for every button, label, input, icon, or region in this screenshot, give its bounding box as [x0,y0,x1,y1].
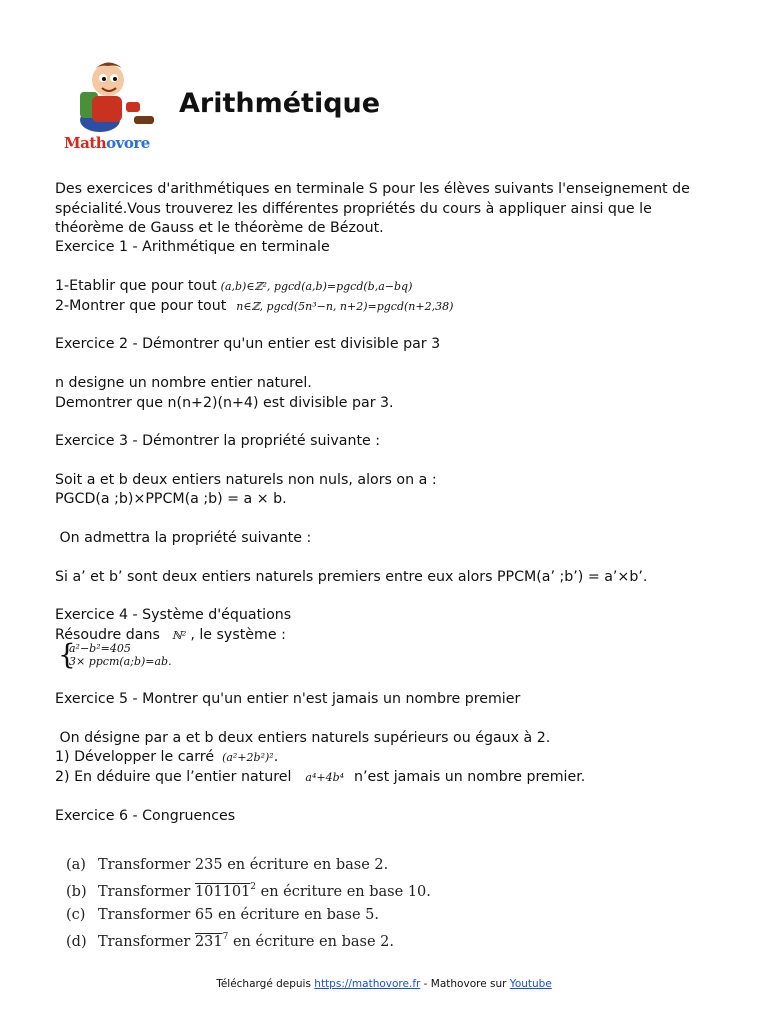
system-equation-1: a²−b²=405 [69,642,131,655]
exercise-1-heading: Exercice 1 - Arithmétique en terminale [55,239,330,255]
exercise-3-line-4: Si a’ et b’ sont deux entiers naturels premiers entre eux alors PPCM(a’ ;b’) = a’×b’. [55,569,648,585]
item-text: Transformer [98,934,195,950]
item-label: (c) [66,907,86,923]
mathovore-logo [62,56,162,160]
exercise-5-q2-text: 2) En déduire que l’entier naturel [55,769,292,785]
youtube-link[interactable]: Youtube [509,978,552,990]
footer-prefix: Téléchargé depuis [216,978,315,990]
question-2-formula: n∈ℤ, pgcd(5n³−n, n+2)=pgcd(n+2,38) [236,300,454,313]
exercise-3-line-1: Soit a et b deux entiers naturels non nuls, alors on a : [55,472,437,488]
exercise-4-text: Résoudre dans [55,627,160,643]
square-formula: (a²+2b²)² [222,751,274,764]
question-2-text: 2-Montrer que pour tout [55,298,227,314]
exercise-5-q1-end: . [273,749,279,765]
item-number: 231 [194,934,223,950]
brace-symbol: { [58,638,76,671]
item-base: 2 [250,882,257,892]
item-text: Transformer 235 en écriture en base 2. [98,857,389,873]
system-equation-2: 3× ppcm(a;b)=ab. [69,655,172,668]
item-text-end: en écriture en base 2. [228,934,394,950]
exercise-5-q1-text: 1) Développer le carré [55,749,215,765]
exercise-4-text-end: , le système : [190,627,286,643]
item-text-end: en écriture en base 10. [256,884,431,900]
exercise-4-heading: Exercice 4 - Système d'équations [55,607,292,623]
mascot-icon [62,56,162,136]
item-text: Transformer 65 en écriture en base 5. [98,907,379,923]
exercise-6-item-d [66,932,394,950]
exercise-6-heading: Exercice 6 - Congruences [55,808,236,824]
footer [0,978,768,990]
item-label: (a) [66,857,86,873]
exercise-5-line-2 [55,748,278,768]
exercise-1-question-1 [55,277,412,297]
item-label: (d) [66,934,87,950]
item-label: (b) [66,884,87,900]
exercise-1-question-2 [55,297,453,317]
exercise-2-line-2: Demontrer que n(n+2)(n+4) est divisible par 3. [55,395,394,411]
exercise-2-heading: Exercice 2 - Démontrer qu'un entier est divisible par 3 [55,336,441,352]
exercise-3-line-2: PGCD(a ;b)×PPCM(a ;b) = a × b. [55,491,287,507]
exercise-6-item-b [66,882,431,900]
exercise-6-item-a [66,857,388,873]
page-title: Arithmétique [179,88,381,119]
exercise-5-heading: Exercice 5 - Montrer qu'un entier n'est jamais un nombre premier [55,691,521,707]
item-text: Transformer [98,884,195,900]
item-base: 7 [222,932,229,942]
intro-line-2: spécialité.Vous trouverez les différentes propriétés du cours à appliquer ainsi que le [55,201,652,217]
exercise-5-line-3 [55,768,585,788]
exercise-3-line-3: On admettra la propriété suivante : [55,530,312,546]
exercise-3-heading: Exercice 3 - Démontrer la propriété suivante : [55,433,381,449]
sum-formula: a⁴+4b⁴ [305,771,345,784]
exercise-5-q2-end: n’est jamais un nombre premier. [354,769,586,785]
footer-middle: - Mathovore sur [420,978,510,990]
exercise-2-line-1: n designe un nombre entier naturel. [55,375,312,391]
question-1-text: 1-Etablir que pour tout [55,278,217,294]
intro-line-1: Des exercices d'arithmétiques en terminale S pour les élèves suivants l'enseignement de [55,181,690,197]
question-1-formula: (a,b)∈ℤ², pgcd(a,b)=pgcd(b,a−bq) [220,280,413,293]
equation-system [58,638,172,671]
logo-wordmark: Mathovore [64,134,150,152]
mathovore-link[interactable]: https://mathovore.fr [314,978,421,990]
n-squared-symbol: ℕ² [171,629,187,642]
item-number: 101101 [194,884,251,900]
exercise-5-line-1: On désigne par a et b deux entiers naturels supérieurs ou égaux à 2. [55,730,551,746]
intro-line-3: théorème de Gauss et le théorème de Bézout. [55,220,384,236]
exercise-6-item-c [66,907,379,923]
